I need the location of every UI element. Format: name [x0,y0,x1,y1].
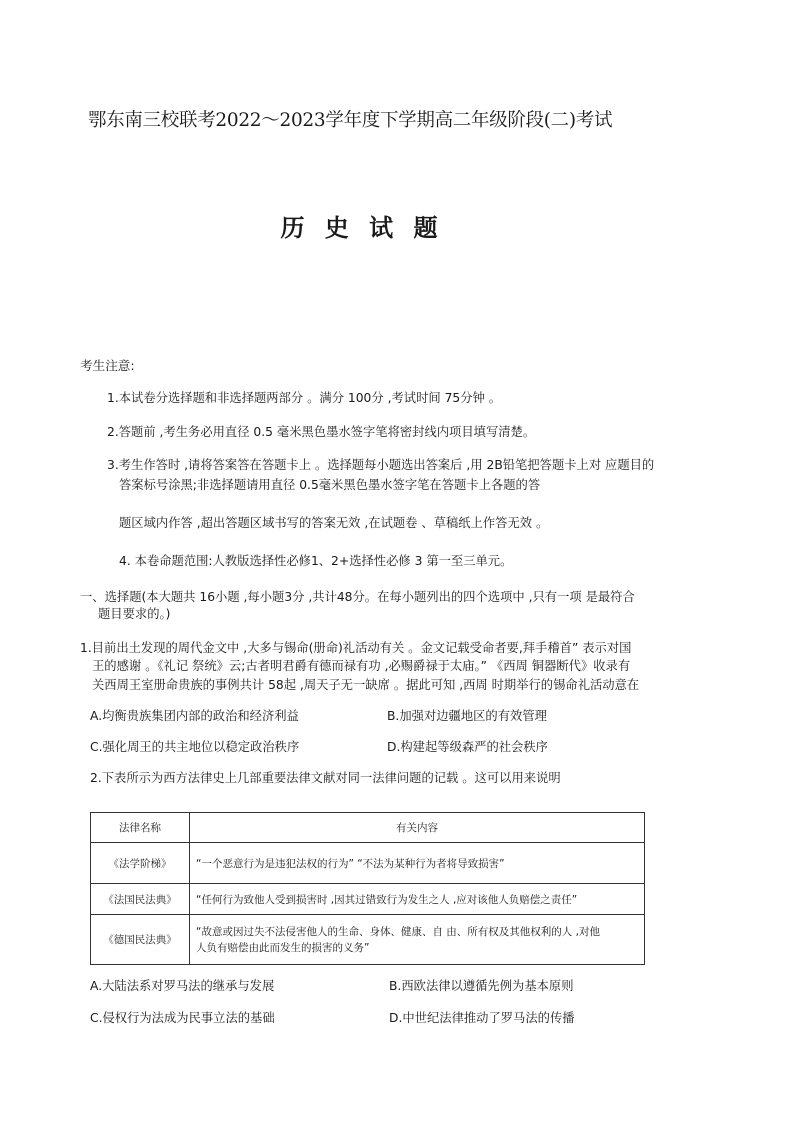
notice-item-2: 2.答题前 ,考生务必用直径 0.5 毫米黑色墨水签字笔将密封线内项目填写清楚。 [107,425,536,439]
q1-option-a: A.均衡贵族集团内部的政治和经济利益 [90,709,299,723]
q1-option-d: D.构建起等级森严的社会秩序 [387,740,548,754]
law-content-line-1: “故意或因过失不法侵害他人的生命、身体、健康、自 由、所有权及其他权利的人 ,对他 [196,925,600,938]
q2-stem: 2.下表所示为西方法律史上几部重要法律文献对同一法律问题的记载 。这可以用来说明 [90,771,561,785]
exam-title: 历 史 试 题 [280,213,444,242]
law-table-header-row [91,813,645,843]
notice-item-4: 4. 本卷命题范围:人教版选择性必修1、2+选择性必修 3 第一至三单元。 [119,554,513,568]
table-row [91,843,645,884]
law-table [90,812,645,965]
law-table-header-content: 有关内容 [190,813,645,843]
section-heading-cont: 题目要求的。) [98,607,171,621]
notice-item-3-cont: 答案标号涂黑;非选择题请用直径 0.5毫米黑色墨水签字笔在答题卡上各题的答 [119,478,541,492]
table-row [91,915,645,965]
law-name-cell: 《法学阶梯》 [91,843,190,884]
q1-option-c: C.强化周王的共主地位以稳定政治秩序 [90,740,300,754]
notice-item-1: 1.本试卷分选择题和非选择题两部分 。满分 100分 ,考试时间 75分钟 。 [107,391,502,405]
q1-stem-line-1: 1.目前出土发现的周代金文中 ,大多与锡命(册命)礼活动有关 。金文记载受命者要,拜手稽首” 表示对国 [80,641,632,655]
law-name-cell: 《法国民法典》 [91,884,190,915]
table-row [91,884,645,915]
q2-option-a: A.大陆法系对罗马法的继承与发展 [90,979,275,993]
notice-item-3: 3.考生作答时 ,请将答案答在答题卡上 。选择题每小题选出答案后 ,用 2B铅笔把答题卡上对 应题目的 [107,458,655,472]
q2-option-b: B.西欧法律以遵循先例为基本原则 [389,979,574,993]
law-content-cell: “一个恶意行为是违犯法权的行为” “不法为某种行为者将导致损害” [190,843,645,884]
q2-option-d: D.中世纪法律推动了罗马法的传播 [389,1011,575,1025]
notice-item-3-cont2: 题区域内作答 ,超出答题区域书写的答案无效 ,在试题卷 、草稿纸上作答无效 。 [119,516,549,530]
q1-option-b: B.加强对边疆地区的有效管理 [387,709,547,723]
q1-stem-line-3: 关西周王室册命贵族的事例共计 58起 ,周天子无一缺席 。据此可知 ,西周 时期举行的锡命礼活动意在 [92,678,640,692]
q1-stem-line-2: 王的感谢 。《礼记 祭统》云;古者明君爵有德而禄有功 ,必赐爵禄于太庙。” 《西周 铜器断代》收录有 [92,659,631,673]
law-content-cell [190,915,645,965]
section-heading: 一、选择题(本大题共 16小题 ,每小题3分 ,共计48分。在每小题列出的四个选项中 ,只有一项 是最符合 [80,590,635,604]
q2-option-c: C.侵权行为法成为民事立法的基础 [90,1011,275,1025]
law-table-header-name: 法律名称 [91,813,190,843]
law-content-line-2: 人负有赔偿由此而发生的损害的义务” [196,941,370,954]
notice-heading: 考生注意: [80,358,135,373]
law-content-cell: “任何行为致他人受到损害时 ,因其过错致行为发生之人 ,应对该他人负赔偿之责任” [190,884,645,915]
law-name-cell: 《德国民法典》 [91,915,190,965]
exam-header: 鄂东南三校联考2022～2023学年度下学期高二年级阶段(二)考试 [88,110,613,131]
